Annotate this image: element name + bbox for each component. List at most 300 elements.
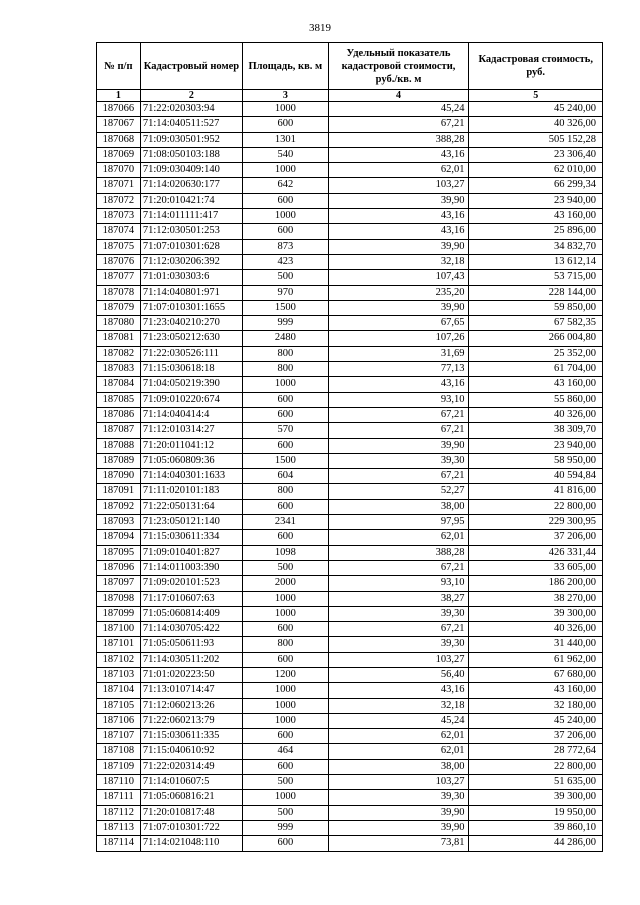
row-number-cell: 187090 — [97, 469, 141, 484]
specific-value-cell: 235,20 — [328, 285, 469, 300]
area-cell: 600 — [243, 117, 329, 132]
specific-value-cell: 67,21 — [328, 560, 469, 575]
table-row — [97, 499, 603, 514]
cadastral-value-cell: 43 160,00 — [469, 683, 603, 698]
specific-value-cell: 107,26 — [328, 331, 469, 346]
specific-value-cell: 62,01 — [328, 744, 469, 759]
specific-value-cell: 103,27 — [328, 178, 469, 193]
cadastral-number-cell: 71:20:010817:48 — [140, 805, 242, 820]
header-cadastral-number: Кадастровый номер — [140, 43, 242, 90]
specific-value-cell: 38,00 — [328, 499, 469, 514]
area-cell: 2000 — [243, 576, 329, 591]
specific-value-cell: 77,13 — [328, 362, 469, 377]
row-number-cell: 187082 — [97, 346, 141, 361]
row-number-cell: 187074 — [97, 224, 141, 239]
cadastral-number-cell: 71:22:020303:94 — [140, 102, 242, 117]
table-row — [97, 300, 603, 315]
cadastral-value-cell: 66 299,34 — [469, 178, 603, 193]
table-row — [97, 713, 603, 728]
cadastral-value-cell: 37 206,00 — [469, 530, 603, 545]
cadastral-value-cell: 53 715,00 — [469, 270, 603, 285]
area-cell: 500 — [243, 270, 329, 285]
cadastral-number-cell: 71:14:030511:202 — [140, 652, 242, 667]
cadastral-number-cell: 71:09:010401:827 — [140, 545, 242, 560]
area-cell: 1000 — [243, 102, 329, 117]
table-row — [97, 392, 603, 407]
row-number-cell: 187089 — [97, 453, 141, 468]
cadastral-number-cell: 71:12:010314:27 — [140, 423, 242, 438]
specific-value-cell: 39,90 — [328, 438, 469, 453]
area-cell: 1500 — [243, 453, 329, 468]
cadastral-value-cell: 61 962,00 — [469, 652, 603, 667]
table-row — [97, 652, 603, 667]
table-row — [97, 469, 603, 484]
specific-value-cell: 43,16 — [328, 147, 469, 162]
area-cell: 970 — [243, 285, 329, 300]
area-cell: 540 — [243, 147, 329, 162]
row-number-cell: 187070 — [97, 163, 141, 178]
area-cell: 600 — [243, 438, 329, 453]
table-row — [97, 193, 603, 208]
table-row — [97, 484, 603, 499]
row-number-cell: 187083 — [97, 362, 141, 377]
cadastral-value-cell: 67 582,35 — [469, 316, 603, 331]
area-cell: 604 — [243, 469, 329, 484]
cadastral-value-cell: 38 270,00 — [469, 591, 603, 606]
cadastral-number-cell: 71:04:050219:390 — [140, 377, 242, 392]
row-number-cell: 187114 — [97, 836, 141, 851]
row-number-cell: 187068 — [97, 132, 141, 147]
table-row — [97, 790, 603, 805]
cadastral-number-cell: 71:13:010714:47 — [140, 683, 242, 698]
specific-value-cell: 73,81 — [328, 836, 469, 851]
row-number-cell: 187104 — [97, 683, 141, 698]
area-cell: 1000 — [243, 209, 329, 224]
specific-value-cell: 62,01 — [328, 729, 469, 744]
table-row — [97, 515, 603, 530]
cadastral-number-cell: 71:12:060213:26 — [140, 698, 242, 713]
header-row-number: № п/п — [97, 43, 141, 90]
area-cell: 500 — [243, 805, 329, 820]
specific-value-cell: 39,30 — [328, 637, 469, 652]
row-number-cell: 187075 — [97, 239, 141, 254]
specific-value-cell: 39,90 — [328, 805, 469, 820]
cadastral-number-cell: 71:20:011041:12 — [140, 438, 242, 453]
table-row — [97, 377, 603, 392]
area-cell: 873 — [243, 239, 329, 254]
cadastral-number-cell: 71:17:010607:63 — [140, 591, 242, 606]
cadastral-value-cell: 45 240,00 — [469, 102, 603, 117]
column-number: 5 — [469, 90, 603, 102]
specific-value-cell: 67,21 — [328, 423, 469, 438]
cadastral-value-cell: 38 309,70 — [469, 423, 603, 438]
table-row — [97, 744, 603, 759]
cadastral-value-cell: 266 004,80 — [469, 331, 603, 346]
cadastral-number-cell: 71:11:020101:183 — [140, 484, 242, 499]
cadastral-number-cell: 71:09:030409:140 — [140, 163, 242, 178]
cadastral-value-cell: 58 950,00 — [469, 453, 603, 468]
table-row — [97, 117, 603, 132]
cadastral-number-cell: 71:22:030526:111 — [140, 346, 242, 361]
specific-value-cell: 388,28 — [328, 545, 469, 560]
table-row — [97, 239, 603, 254]
cadastral-number-cell: 71:14:010607:5 — [140, 775, 242, 790]
area-cell: 1000 — [243, 606, 329, 621]
table-column-number-row — [97, 90, 603, 102]
cadastral-number-cell: 71:05:060809:36 — [140, 453, 242, 468]
table-row — [97, 147, 603, 162]
specific-value-cell: 43,16 — [328, 683, 469, 698]
row-number-cell: 187101 — [97, 637, 141, 652]
area-cell: 600 — [243, 530, 329, 545]
cadastral-value-cell: 40 326,00 — [469, 622, 603, 637]
cadastral-value-cell: 33 605,00 — [469, 560, 603, 575]
specific-value-cell: 67,65 — [328, 316, 469, 331]
cadastral-value-cell: 229 300,95 — [469, 515, 603, 530]
row-number-cell: 187072 — [97, 193, 141, 208]
area-cell: 600 — [243, 224, 329, 239]
row-number-cell: 187095 — [97, 545, 141, 560]
cadastral-value-cell: 44 286,00 — [469, 836, 603, 851]
row-number-cell: 187073 — [97, 209, 141, 224]
page-number: 3819 — [309, 22, 331, 34]
row-number-cell: 187102 — [97, 652, 141, 667]
cadastral-value-cell: 505 152,28 — [469, 132, 603, 147]
table-row — [97, 423, 603, 438]
cadastral-number-cell: 71:14:040414:4 — [140, 407, 242, 422]
row-number-cell: 187085 — [97, 392, 141, 407]
cadastral-number-cell: 71:20:010421:74 — [140, 193, 242, 208]
specific-value-cell: 103,27 — [328, 775, 469, 790]
area-cell: 600 — [243, 193, 329, 208]
cadastral-number-cell: 71:22:060213:79 — [140, 713, 242, 728]
table-row — [97, 637, 603, 652]
area-cell: 600 — [243, 729, 329, 744]
specific-value-cell: 67,21 — [328, 117, 469, 132]
area-cell: 800 — [243, 362, 329, 377]
area-cell: 2341 — [243, 515, 329, 530]
cadastral-number-cell: 71:01:020223:50 — [140, 667, 242, 682]
specific-value-cell: 52,27 — [328, 484, 469, 499]
cadastral-number-cell: 71:15:030618:18 — [140, 362, 242, 377]
table-row — [97, 362, 603, 377]
specific-value-cell: 45,24 — [328, 713, 469, 728]
specific-value-cell: 56,40 — [328, 667, 469, 682]
area-cell: 1301 — [243, 132, 329, 147]
cadastral-number-cell: 71:23:050121:140 — [140, 515, 242, 530]
specific-value-cell: 43,16 — [328, 209, 469, 224]
table-row — [97, 820, 603, 835]
cadastral-value-cell: 13 612,14 — [469, 254, 603, 269]
row-number-cell: 187098 — [97, 591, 141, 606]
cadastral-number-cell: 71:23:050212:630 — [140, 331, 242, 346]
area-cell: 1000 — [243, 683, 329, 698]
area-cell: 999 — [243, 820, 329, 835]
row-number-cell: 187078 — [97, 285, 141, 300]
row-number-cell: 187107 — [97, 729, 141, 744]
area-cell: 800 — [243, 484, 329, 499]
table-header-row — [97, 43, 603, 90]
column-number: 1 — [97, 90, 141, 102]
table-row — [97, 270, 603, 285]
table-row — [97, 591, 603, 606]
cadastral-value-cell: 426 331,44 — [469, 545, 603, 560]
table-row — [97, 285, 603, 300]
cadastral-value-cell: 22 800,00 — [469, 759, 603, 774]
cadastral-value-cell: 39 300,00 — [469, 606, 603, 621]
cadastral-value-cell: 43 160,00 — [469, 209, 603, 224]
table-row — [97, 606, 603, 621]
area-cell: 999 — [243, 316, 329, 331]
table-row — [97, 209, 603, 224]
area-cell: 1000 — [243, 790, 329, 805]
table-row — [97, 178, 603, 193]
area-cell: 423 — [243, 254, 329, 269]
area-cell: 600 — [243, 759, 329, 774]
cadastral-value-cell: 61 704,00 — [469, 362, 603, 377]
table-row — [97, 667, 603, 682]
table-row — [97, 224, 603, 239]
row-number-cell: 187110 — [97, 775, 141, 790]
specific-value-cell: 93,10 — [328, 576, 469, 591]
area-cell: 500 — [243, 775, 329, 790]
row-number-cell: 187100 — [97, 622, 141, 637]
cadastral-value-cell: 55 860,00 — [469, 392, 603, 407]
row-number-cell: 187105 — [97, 698, 141, 713]
cadastral-number-cell: 71:22:020314:49 — [140, 759, 242, 774]
row-number-cell: 187077 — [97, 270, 141, 285]
cadastral-number-cell: 71:15:030611:335 — [140, 729, 242, 744]
row-number-cell: 187084 — [97, 377, 141, 392]
specific-value-cell: 38,00 — [328, 759, 469, 774]
cadastral-value-cell: 25 352,00 — [469, 346, 603, 361]
specific-value-cell: 45,24 — [328, 102, 469, 117]
cadastral-value-cell: 39 300,00 — [469, 790, 603, 805]
cadastral-number-cell: 71:07:010301:722 — [140, 820, 242, 835]
row-number-cell: 187088 — [97, 438, 141, 453]
row-number-cell: 187097 — [97, 576, 141, 591]
cadastral-value-table — [96, 42, 603, 852]
cadastral-value-cell: 59 850,00 — [469, 300, 603, 315]
area-cell: 600 — [243, 407, 329, 422]
row-number-cell: 187096 — [97, 560, 141, 575]
specific-value-cell: 103,27 — [328, 652, 469, 667]
cadastral-number-cell: 71:05:060816:21 — [140, 790, 242, 805]
specific-value-cell: 107,43 — [328, 270, 469, 285]
area-cell: 1000 — [243, 163, 329, 178]
cadastral-number-cell: 71:08:050103:188 — [140, 147, 242, 162]
area-cell: 600 — [243, 622, 329, 637]
cadastral-value-cell: 23 940,00 — [469, 193, 603, 208]
cadastral-value-cell: 40 326,00 — [469, 117, 603, 132]
cadastral-number-cell: 71:09:030501:952 — [140, 132, 242, 147]
specific-value-cell: 97,95 — [328, 515, 469, 530]
cadastral-number-cell: 71:14:021048:110 — [140, 836, 242, 851]
cadastral-number-cell: 71:12:030206:392 — [140, 254, 242, 269]
table-row — [97, 163, 603, 178]
table-row — [97, 102, 603, 117]
cadastral-number-cell: 71:22:050131:64 — [140, 499, 242, 514]
specific-value-cell: 31,69 — [328, 346, 469, 361]
table-row — [97, 545, 603, 560]
row-number-cell: 187111 — [97, 790, 141, 805]
cadastral-number-cell: 71:15:030611:334 — [140, 530, 242, 545]
table-row — [97, 407, 603, 422]
cadastral-number-cell: 71:14:020630:177 — [140, 178, 242, 193]
area-cell: 1000 — [243, 377, 329, 392]
row-number-cell: 187067 — [97, 117, 141, 132]
table-row — [97, 775, 603, 790]
cadastral-value-cell: 40 326,00 — [469, 407, 603, 422]
table-row — [97, 254, 603, 269]
cadastral-value-cell: 186 200,00 — [469, 576, 603, 591]
cadastral-number-cell: 71:15:040610:92 — [140, 744, 242, 759]
specific-value-cell: 39,90 — [328, 239, 469, 254]
specific-value-cell: 39,30 — [328, 453, 469, 468]
cadastral-value-cell: 31 440,00 — [469, 637, 603, 652]
table-row — [97, 453, 603, 468]
row-number-cell: 187094 — [97, 530, 141, 545]
header-cadastral-value: Кадастровая стоимость, руб. — [469, 43, 603, 90]
area-cell: 1000 — [243, 591, 329, 606]
cadastral-value-cell: 34 832,70 — [469, 239, 603, 254]
specific-value-cell: 43,16 — [328, 377, 469, 392]
cadastral-number-cell: 71:05:050611:93 — [140, 637, 242, 652]
cadastral-number-cell: 71:09:010220:674 — [140, 392, 242, 407]
row-number-cell: 187066 — [97, 102, 141, 117]
table-row — [97, 132, 603, 147]
cadastral-value-cell: 37 206,00 — [469, 729, 603, 744]
specific-value-cell: 39,90 — [328, 193, 469, 208]
specific-value-cell: 32,18 — [328, 254, 469, 269]
table-row — [97, 698, 603, 713]
area-cell: 642 — [243, 178, 329, 193]
row-number-cell: 187087 — [97, 423, 141, 438]
area-cell: 570 — [243, 423, 329, 438]
specific-value-cell: 39,90 — [328, 300, 469, 315]
row-number-cell: 187093 — [97, 515, 141, 530]
area-cell: 1098 — [243, 545, 329, 560]
row-number-cell: 187108 — [97, 744, 141, 759]
cadastral-value-cell: 62 010,00 — [469, 163, 603, 178]
row-number-cell: 187092 — [97, 499, 141, 514]
row-number-cell: 187109 — [97, 759, 141, 774]
area-cell: 1000 — [243, 698, 329, 713]
cadastral-number-cell: 71:01:030303:6 — [140, 270, 242, 285]
cadastral-value-cell: 22 800,00 — [469, 499, 603, 514]
cadastral-number-cell: 71:09:020101:523 — [140, 576, 242, 591]
table-row — [97, 729, 603, 744]
cadastral-value-cell: 23 940,00 — [469, 438, 603, 453]
specific-value-cell: 38,27 — [328, 591, 469, 606]
cadastral-number-cell: 71:12:030501:253 — [140, 224, 242, 239]
table-row — [97, 759, 603, 774]
row-number-cell: 187079 — [97, 300, 141, 315]
specific-value-cell: 67,21 — [328, 469, 469, 484]
area-cell: 500 — [243, 560, 329, 575]
area-cell: 600 — [243, 836, 329, 851]
cadastral-number-cell: 71:14:040511:527 — [140, 117, 242, 132]
row-number-cell: 187106 — [97, 713, 141, 728]
specific-value-cell: 32,18 — [328, 698, 469, 713]
cadastral-number-cell: 71:05:060814:409 — [140, 606, 242, 621]
area-cell: 800 — [243, 637, 329, 652]
area-cell: 1200 — [243, 667, 329, 682]
area-cell: 2480 — [243, 331, 329, 346]
row-number-cell: 187103 — [97, 667, 141, 682]
header-area: Площадь, кв. м — [243, 43, 329, 90]
cadastral-value-cell: 28 772,64 — [469, 744, 603, 759]
specific-value-cell: 388,28 — [328, 132, 469, 147]
table-row — [97, 346, 603, 361]
cadastral-value-cell: 32 180,00 — [469, 698, 603, 713]
table-row — [97, 331, 603, 346]
area-cell: 600 — [243, 499, 329, 514]
table-row — [97, 805, 603, 820]
cadastral-number-cell: 71:14:040301:1633 — [140, 469, 242, 484]
row-number-cell: 187099 — [97, 606, 141, 621]
cadastral-value-cell: 41 816,00 — [469, 484, 603, 499]
table-body — [97, 102, 603, 852]
cadastral-number-cell: 71:23:040210:270 — [140, 316, 242, 331]
row-number-cell: 187091 — [97, 484, 141, 499]
cadastral-number-cell: 71:14:040801:971 — [140, 285, 242, 300]
cadastral-value-cell: 45 240,00 — [469, 713, 603, 728]
specific-value-cell: 39,90 — [328, 820, 469, 835]
table-row — [97, 530, 603, 545]
column-number: 3 — [243, 90, 329, 102]
row-number-cell: 187086 — [97, 407, 141, 422]
cadastral-value-cell: 25 896,00 — [469, 224, 603, 239]
area-cell: 1500 — [243, 300, 329, 315]
cadastral-number-cell: 71:14:011003:390 — [140, 560, 242, 575]
row-number-cell: 187112 — [97, 805, 141, 820]
cadastral-value-cell: 40 594,84 — [469, 469, 603, 484]
cadastral-value-cell: 228 144,00 — [469, 285, 603, 300]
cadastral-value-cell: 43 160,00 — [469, 377, 603, 392]
header-specific-value: Удельный показатель кадастровой стоимости, руб./кв. м — [328, 43, 469, 90]
cadastral-value-cell: 39 860,10 — [469, 820, 603, 835]
row-number-cell: 187071 — [97, 178, 141, 193]
table-row — [97, 683, 603, 698]
specific-value-cell: 67,21 — [328, 407, 469, 422]
column-number: 2 — [140, 90, 242, 102]
area-cell: 600 — [243, 652, 329, 667]
cadastral-number-cell: 71:07:010301:628 — [140, 239, 242, 254]
area-cell: 600 — [243, 392, 329, 407]
area-cell: 1000 — [243, 713, 329, 728]
specific-value-cell: 43,16 — [328, 224, 469, 239]
specific-value-cell: 62,01 — [328, 163, 469, 178]
table-row — [97, 560, 603, 575]
area-cell: 800 — [243, 346, 329, 361]
cadastral-number-cell: 71:14:030705:422 — [140, 622, 242, 637]
table-row — [97, 836, 603, 851]
cadastral-value-cell: 51 635,00 — [469, 775, 603, 790]
area-cell: 464 — [243, 744, 329, 759]
row-number-cell: 187080 — [97, 316, 141, 331]
table-row — [97, 576, 603, 591]
column-number: 4 — [328, 90, 469, 102]
table-row — [97, 438, 603, 453]
table-row — [97, 622, 603, 637]
table-row — [97, 316, 603, 331]
cadastral-value-cell: 23 306,40 — [469, 147, 603, 162]
specific-value-cell: 62,01 — [328, 530, 469, 545]
cadastral-value-cell: 19 950,00 — [469, 805, 603, 820]
specific-value-cell: 39,30 — [328, 606, 469, 621]
row-number-cell: 187113 — [97, 820, 141, 835]
